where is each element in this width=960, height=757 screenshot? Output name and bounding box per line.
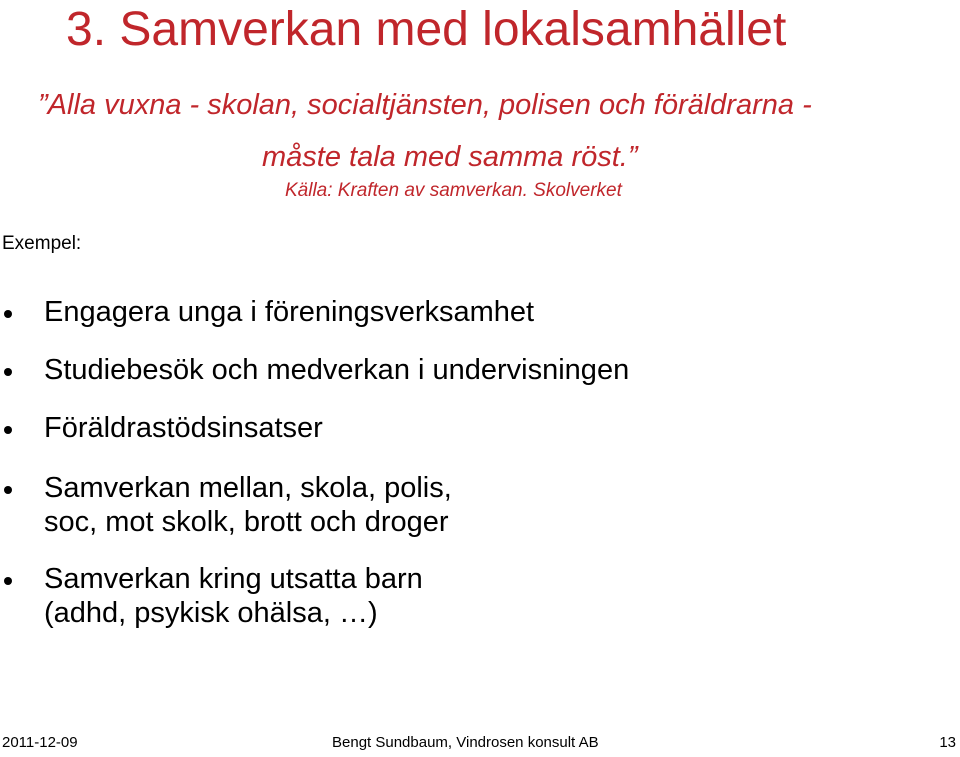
bullet-dot-icon bbox=[4, 426, 12, 434]
bullet-dot-icon bbox=[4, 577, 12, 585]
bullet-dot-icon bbox=[4, 486, 12, 494]
footer-author: Bengt Sundbaum, Vindrosen konsult AB bbox=[332, 734, 599, 751]
slide-title: 3. Samverkan med lokalsamhället bbox=[66, 3, 787, 56]
bullet-dot-icon bbox=[4, 368, 12, 376]
quote-line-2: måste tala med samma röst.” bbox=[262, 141, 638, 173]
quote-line-1: ”Alla vuxna - skolan, socialtjänsten, polisen och föräldrarna - bbox=[38, 89, 812, 121]
bullet-text: Samverkan mellan, skola, polis, bbox=[44, 472, 452, 504]
bullet-text-continued: (adhd, psykisk ohälsa, …) bbox=[44, 597, 378, 629]
footer-page-number: 13 bbox=[939, 734, 956, 751]
bullet-text: Studiebesök och medverkan i undervisningen bbox=[44, 354, 630, 386]
bullet-dot-icon bbox=[4, 310, 12, 318]
bullet-text: Föräldrastödsinsatser bbox=[44, 412, 323, 444]
example-label: Exempel: bbox=[2, 233, 82, 254]
bullet-text: Samverkan kring utsatta barn bbox=[44, 563, 423, 595]
quote-source: Källa: Kraften av samverkan. Skolverket bbox=[285, 180, 622, 201]
footer-date: 2011-12-09 bbox=[2, 734, 78, 751]
bullet-text: Engagera unga i föreningsverksamhet bbox=[44, 296, 535, 328]
bullet-text-continued: soc, mot skolk, brott och droger bbox=[44, 506, 449, 538]
